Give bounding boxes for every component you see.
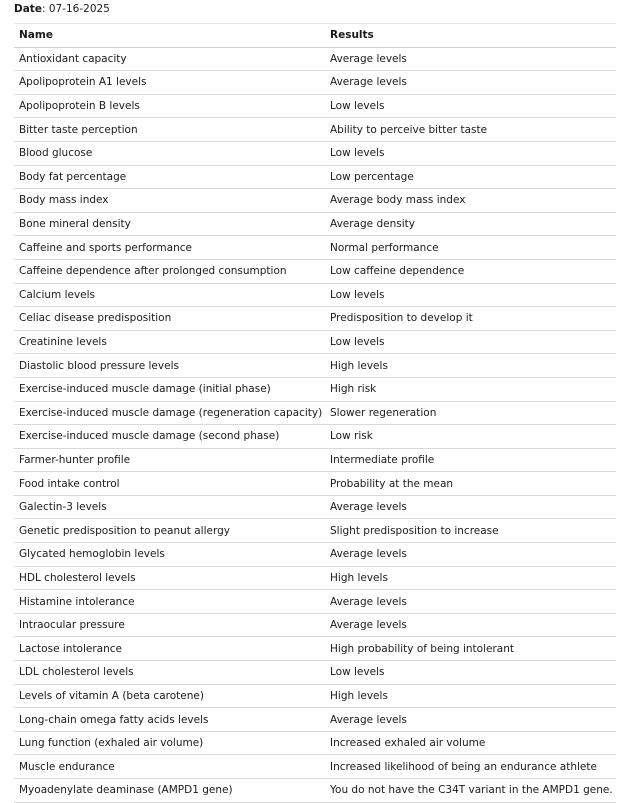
trait-name-cell: Apolipoprotein A1 levels — [14, 71, 325, 95]
trait-result-cell: Average levels — [325, 71, 616, 95]
results-table-body — [14, 47, 616, 802]
trait-result-cell: High risk — [325, 377, 616, 401]
trait-result-cell: Average levels — [325, 495, 616, 519]
trait-result-cell: High probability of being intolerant — [325, 637, 616, 661]
trait-result-cell: Low levels — [325, 283, 616, 307]
table-row — [14, 495, 616, 519]
table-row — [14, 283, 616, 307]
table-row — [14, 519, 616, 543]
trait-name-cell: Calcium levels — [14, 283, 325, 307]
trait-result-cell: High levels — [325, 354, 616, 378]
trait-name-cell: Glycated hemoglobin levels — [14, 543, 325, 567]
trait-name-cell: Levels of vitamin A (beta carotene) — [14, 684, 325, 708]
trait-name-cell: Antioxidant capacity — [14, 47, 325, 71]
trait-result-cell: Low levels — [325, 661, 616, 685]
table-row — [14, 543, 616, 567]
table-row — [14, 684, 616, 708]
table-row — [14, 189, 616, 213]
trait-name-cell: Exercise-induced muscle damage (initial phase) — [14, 377, 325, 401]
table-row — [14, 354, 616, 378]
trait-name-cell: Muscle endurance — [14, 755, 325, 779]
table-row — [14, 637, 616, 661]
trait-result-cell: Low risk — [325, 425, 616, 449]
trait-name-cell: LDL cholesterol levels — [14, 661, 325, 685]
trait-result-cell: Slower regeneration — [325, 401, 616, 425]
table-row — [14, 307, 616, 331]
date-value: 07-16-2025 — [48, 3, 110, 15]
table-row — [14, 47, 616, 71]
trait-name-cell: Lung function (exhaled air volume) — [14, 731, 325, 755]
trait-name-cell: Farmer-hunter profile — [14, 448, 325, 472]
trait-name-cell: Caffeine and sports performance — [14, 236, 325, 260]
table-row — [14, 448, 616, 472]
table-row — [14, 755, 616, 779]
trait-result-cell: Slight predisposition to increase — [325, 519, 616, 543]
trait-result-cell: Low percentage — [325, 165, 616, 189]
name-column-header: Name — [14, 24, 325, 48]
table-row — [14, 708, 616, 732]
header-row — [14, 24, 616, 48]
trait-result-cell: Low levels — [325, 141, 616, 165]
table-row — [14, 401, 616, 425]
report-date — [14, 2, 110, 16]
trait-result-cell: Average levels — [325, 708, 616, 732]
date-label: Date — [14, 3, 42, 15]
trait-result-cell: Average levels — [325, 47, 616, 71]
trait-name-cell: Caffeine dependence after prolonged consumption — [14, 259, 325, 283]
trait-result-cell: Average levels — [325, 543, 616, 567]
table-row — [14, 590, 616, 614]
table-row — [14, 613, 616, 637]
table-row — [14, 779, 616, 803]
trait-result-cell: Low levels — [325, 94, 616, 118]
trait-result-cell: Average levels — [325, 590, 616, 614]
trait-result-cell: Predisposition to develop it — [325, 307, 616, 331]
trait-name-cell: Myoadenylate deaminase (AMPD1 gene) — [14, 779, 325, 803]
trait-result-cell: Ability to perceive bitter taste — [325, 118, 616, 142]
trait-result-cell: You do not have the C34T variant in the AMPD1 gene. — [325, 779, 616, 803]
results-column-header: Results — [325, 24, 616, 48]
trait-name-cell: HDL cholesterol levels — [14, 566, 325, 590]
trait-result-cell: Low caffeine dependence — [325, 259, 616, 283]
trait-name-cell: Exercise-induced muscle damage (second phase) — [14, 425, 325, 449]
trait-name-cell: Galectin-3 levels — [14, 495, 325, 519]
table-row — [14, 566, 616, 590]
trait-name-cell: Body fat percentage — [14, 165, 325, 189]
trait-result-cell: Probability at the mean — [325, 472, 616, 496]
table-row — [14, 165, 616, 189]
table-row — [14, 259, 616, 283]
trait-name-cell: Food intake control — [14, 472, 325, 496]
trait-result-cell: Increased likelihood of being an endurance athlete — [325, 755, 616, 779]
table-row — [14, 377, 616, 401]
table-row — [14, 731, 616, 755]
trait-name-cell: Exercise-induced muscle damage (regeneration capacity) — [14, 401, 325, 425]
table-row — [14, 236, 616, 260]
trait-name-cell: Apolipoprotein B levels — [14, 94, 325, 118]
trait-result-cell: Average density — [325, 212, 616, 236]
trait-name-cell: Intraocular pressure — [14, 613, 325, 637]
table-row — [14, 141, 616, 165]
table-row — [14, 71, 616, 95]
trait-name-cell: Celiac disease predisposition — [14, 307, 325, 331]
trait-name-cell: Lactose intolerance — [14, 637, 325, 661]
trait-result-cell: Low levels — [325, 330, 616, 354]
trait-result-cell: Intermediate profile — [325, 448, 616, 472]
table-row — [14, 118, 616, 142]
trait-result-cell: Average levels — [325, 613, 616, 637]
trait-name-cell: Bitter taste perception — [14, 118, 325, 142]
trait-result-cell: Increased exhaled air volume — [325, 731, 616, 755]
results-table — [14, 23, 616, 803]
date-colon: : — [41, 3, 49, 15]
table-row — [14, 330, 616, 354]
trait-result-cell: Average body mass index — [325, 189, 616, 213]
trait-result-cell: High levels — [325, 684, 616, 708]
table-row — [14, 661, 616, 685]
trait-name-cell: Genetic predisposition to peanut allergy — [14, 519, 325, 543]
table-row — [14, 472, 616, 496]
table-row — [14, 425, 616, 449]
trait-name-cell: Creatinine levels — [14, 330, 325, 354]
trait-name-cell: Histamine intolerance — [14, 590, 325, 614]
table-row — [14, 212, 616, 236]
trait-name-cell: Blood glucose — [14, 141, 325, 165]
trait-result-cell: Normal performance — [325, 236, 616, 260]
results-table-header — [14, 24, 616, 48]
trait-name-cell: Long-chain omega fatty acids levels — [14, 708, 325, 732]
table-row — [14, 94, 616, 118]
trait-name-cell: Diastolic blood pressure levels — [14, 354, 325, 378]
trait-name-cell: Bone mineral density — [14, 212, 325, 236]
trait-name-cell: Body mass index — [14, 189, 325, 213]
trait-result-cell: High levels — [325, 566, 616, 590]
